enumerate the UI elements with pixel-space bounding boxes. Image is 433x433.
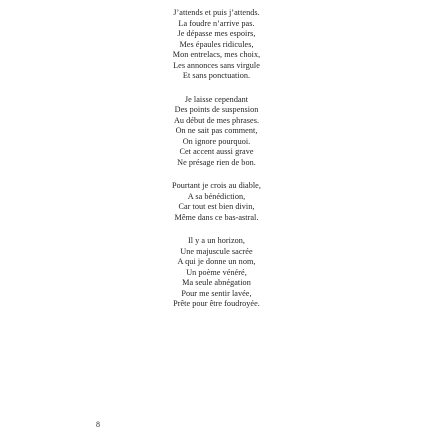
poem-line: A qui je donne un nom, (177, 257, 256, 266)
poem-line: Et sans ponctuation. (182, 71, 251, 80)
poem-line: Il y a un horizon, (187, 236, 246, 245)
poem-line: Un poème vénéré, (186, 267, 247, 277)
poem-line: Des points de suspension (174, 105, 259, 114)
stanza-2 (0, 95, 433, 169)
poem (0, 8, 433, 310)
poem-line: Cet accent aussi grave (179, 147, 254, 156)
page-number: 8 (96, 420, 100, 429)
stanza-1 (0, 8, 433, 82)
stanza-gap (0, 168, 433, 181)
poem-line: Mes épaules ridicules, (179, 39, 254, 49)
poem-line: Ma seule abnégation (182, 278, 251, 287)
poem-line: A sa bénédiction, (187, 191, 246, 201)
stanza-gap (0, 223, 433, 236)
poem-line: Pour me sentir lavée, (181, 288, 252, 298)
poem-line: Je laisse cependant (184, 94, 249, 104)
poem-line: Je dépasse mes espoirs, (177, 29, 256, 38)
poem-line: Au début de mes phrases. (173, 115, 260, 125)
poem-line: Les annonces sans virgule (173, 60, 260, 70)
stanza-4 (0, 236, 433, 310)
poem-line: Ne présage rien de bon. (177, 157, 256, 167)
poem-line: J’attends et puis j’attends. (173, 8, 260, 17)
poem-line: Même dans ce bas-astral. (174, 212, 259, 222)
stanza-gap (0, 82, 433, 95)
stanza-3 (0, 181, 433, 223)
poem-line: Mon entrelacs, mes choix, (172, 50, 261, 59)
poem-line: Pourtant je crois au diable, (172, 181, 261, 190)
poem-line: Car tout est bien divin, (178, 202, 255, 211)
poem-line: Une majuscule sacrée (180, 246, 253, 256)
poem-line: Prête pour être foudroyée. (173, 299, 260, 308)
poem-line: La foudre n’arrive pas. (178, 18, 255, 28)
poem-line: On ignore pourquoi. (182, 136, 251, 146)
poem-line: On ne sait pas comment, (175, 126, 258, 135)
